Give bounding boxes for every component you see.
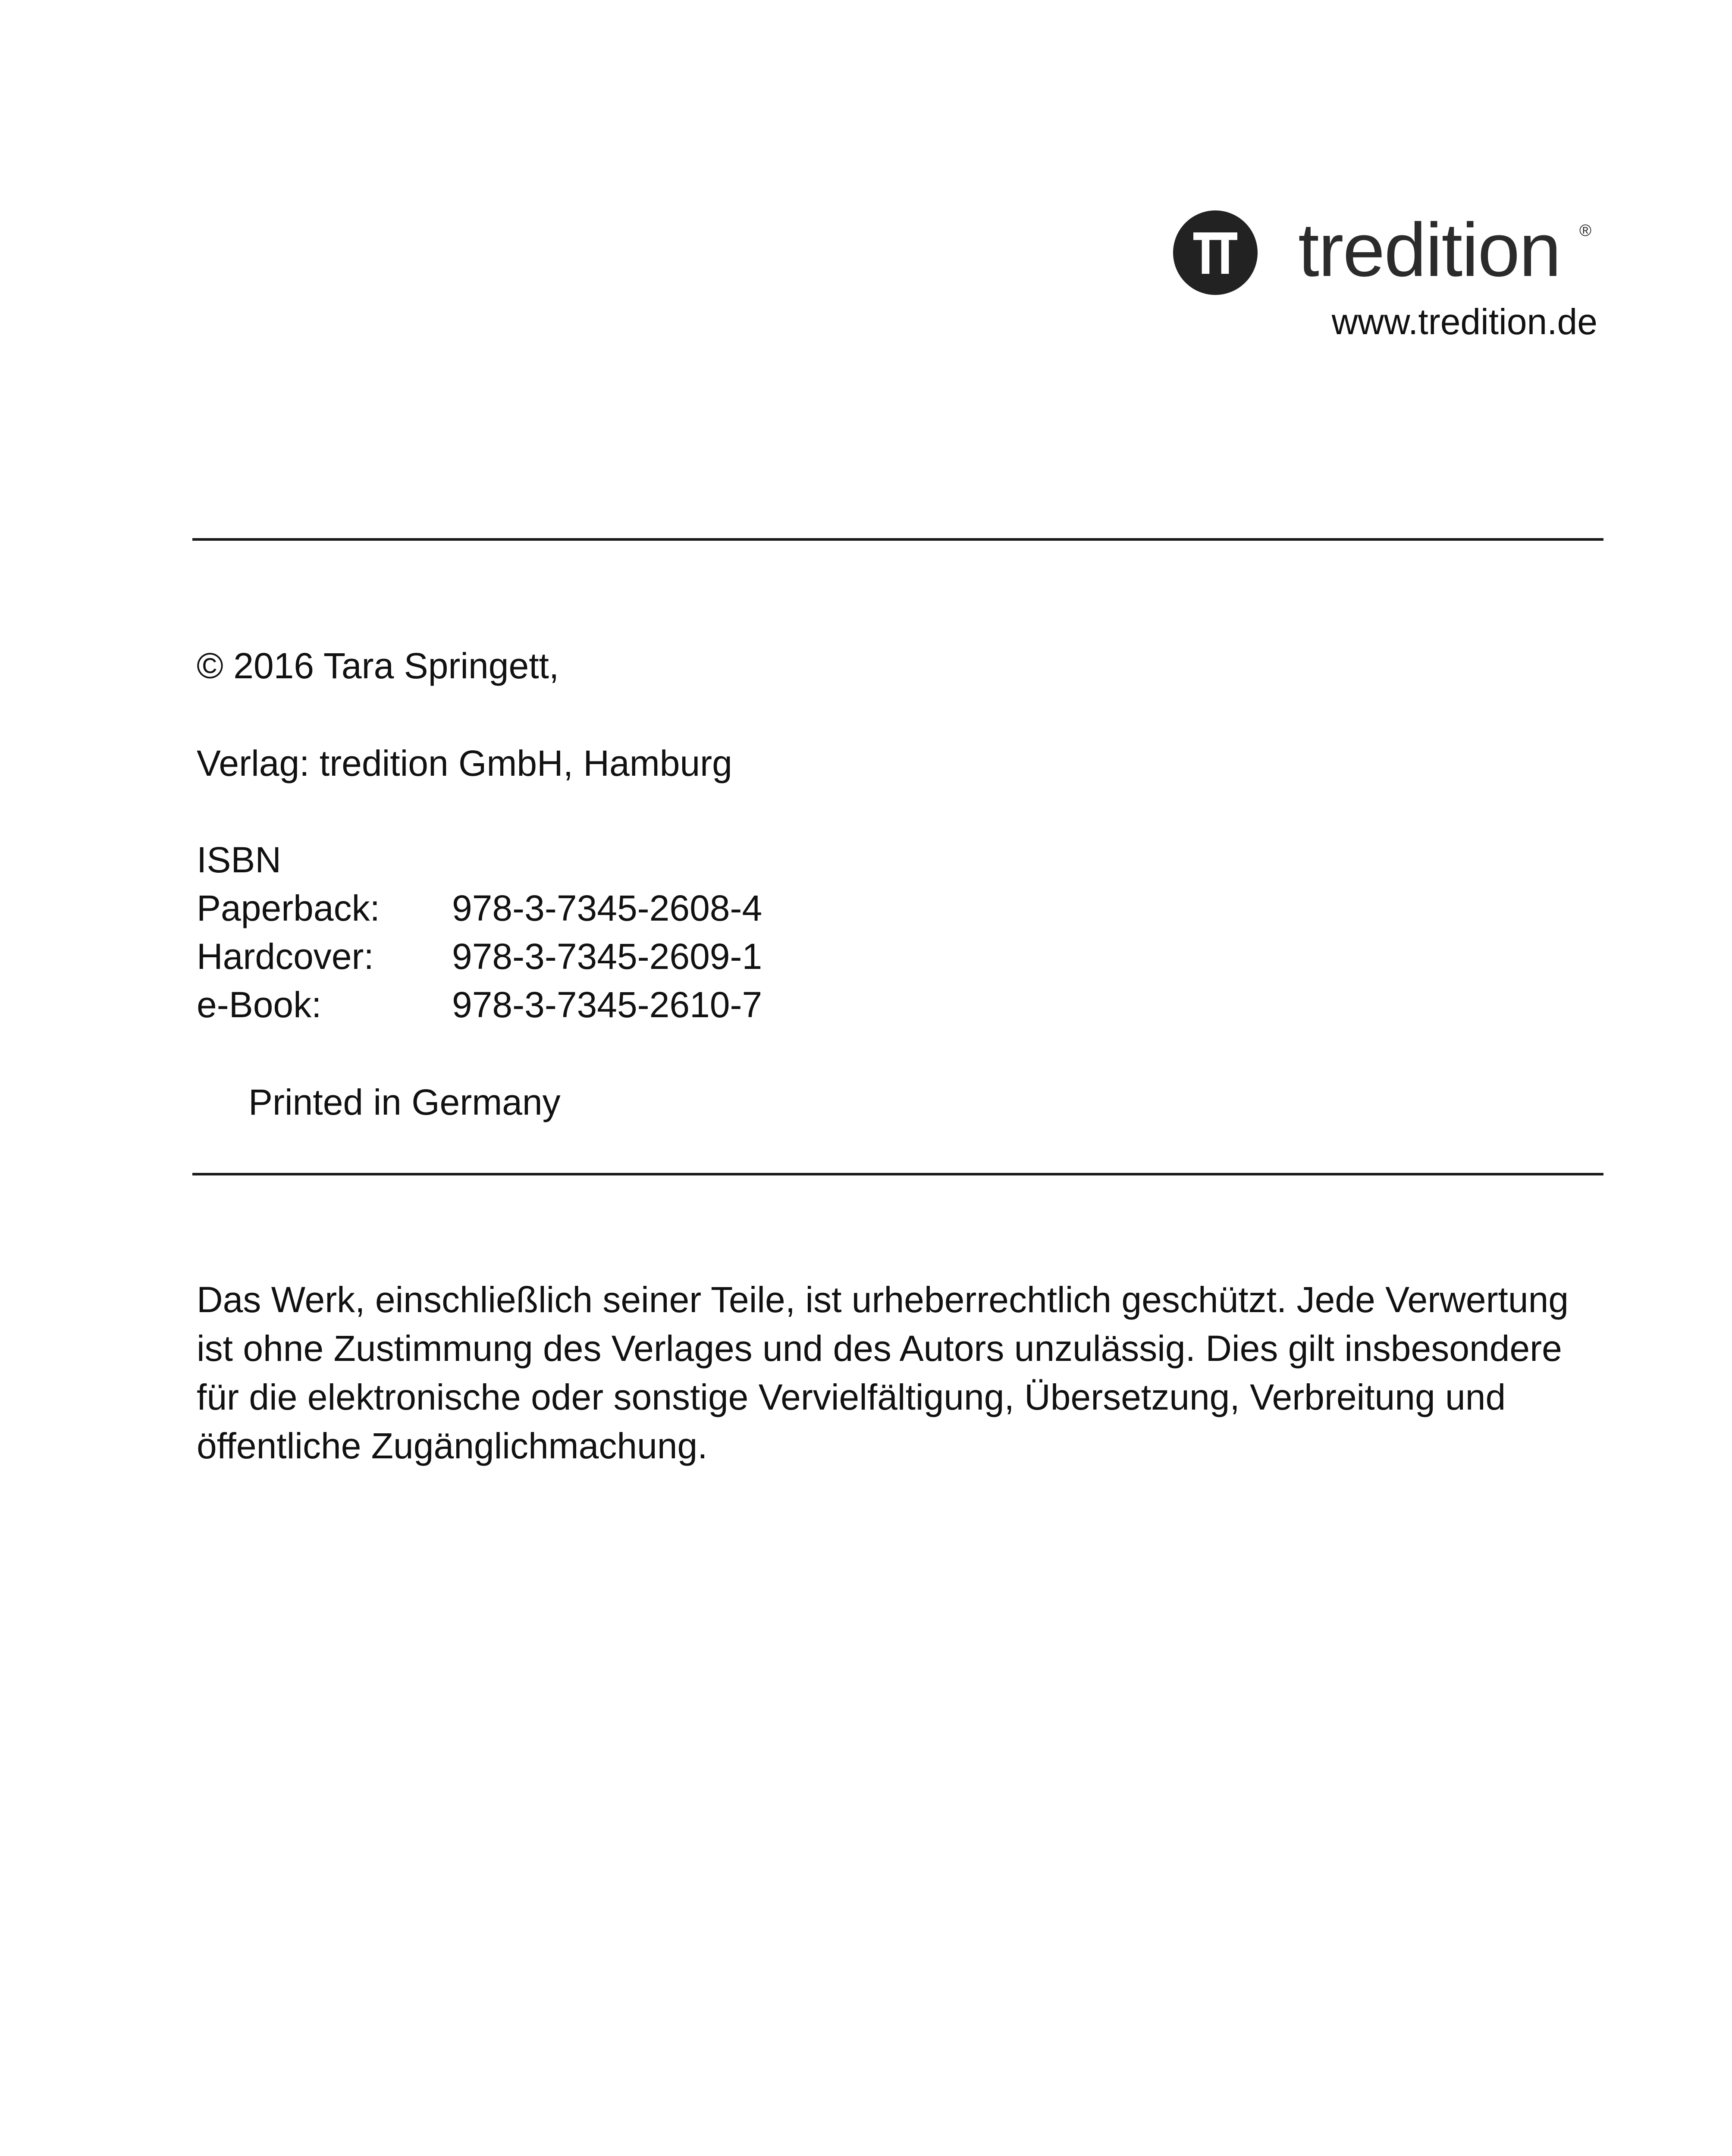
publisher-website: www.tredition.de xyxy=(1331,301,1597,342)
isbn-format: Paperback: xyxy=(197,888,380,928)
isbn-row xyxy=(197,884,762,932)
printed-in-line: Printed in Germany xyxy=(248,1082,561,1122)
isbn-row xyxy=(197,981,762,1029)
publisher-logo xyxy=(1173,207,1604,302)
divider-bottom xyxy=(192,1173,1603,1175)
isbn-number: 978-3-7345-2610-7 xyxy=(452,984,762,1025)
legal-notice-line: ist ohne Zustimmung des Verlages und des Autors unzulässig. Dies gilt insbesondere xyxy=(197,1328,1562,1369)
isbn-number: 978-3-7345-2608-4 xyxy=(452,888,762,928)
tredition-logo-icon xyxy=(1173,210,1258,295)
copyright-line: © 2016 Tara Springett, xyxy=(197,646,559,686)
legal-notice xyxy=(197,1275,1620,1470)
legal-notice-line: öffentliche Zugänglichmachung. xyxy=(197,1426,708,1466)
isbn-row xyxy=(197,932,762,981)
publisher-line: Verlag: tredition GmbH, Hamburg xyxy=(197,743,732,783)
logo-wordmark: tredition xyxy=(1298,208,1561,292)
legal-notice-line: für die elektronische oder sonstige Vervielfältigung, Übersetzung, Verbreitung und xyxy=(197,1377,1506,1417)
isbn-format: e-Book: xyxy=(197,984,322,1025)
isbn-heading: ISBN xyxy=(197,840,282,880)
legal-notice-line: Das Werk, einschließlich seiner Teile, ist urheberrechtlich geschützt. Jede Verwertung xyxy=(197,1279,1569,1320)
registered-mark: ® xyxy=(1579,222,1591,240)
isbn-format: Hardcover: xyxy=(197,936,374,977)
divider-top xyxy=(192,538,1603,541)
isbn-number: 978-3-7345-2609-1 xyxy=(452,936,762,977)
